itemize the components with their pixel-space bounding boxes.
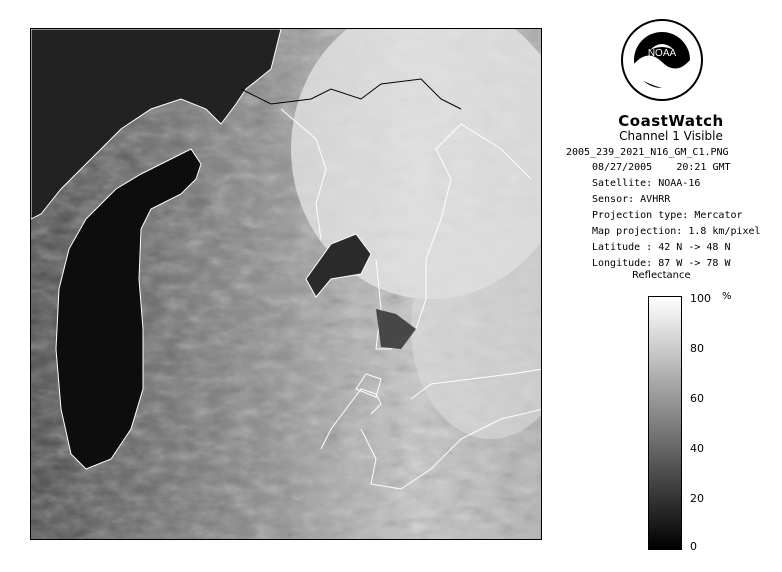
map-projection-label: Map projection: 1.8 km/pixel [592, 226, 761, 237]
brand-title: CoastWatch [618, 112, 724, 130]
tick-label-100: 100 [690, 292, 711, 305]
tick-label-20: 20 [690, 492, 704, 505]
tick-label-0: 0 [690, 540, 697, 553]
logo-text: NOAA [647, 48, 677, 59]
filename-label: 2005_239_2021_N16_GM_C1.PNG [566, 147, 729, 158]
date-label: 08/27/2005 [592, 162, 653, 173]
tick-label-60: 60 [690, 392, 704, 405]
legend-unit: % [722, 291, 732, 302]
sensor-label: Sensor: AVHRR [592, 194, 671, 205]
channel-title: Channel 1 Visible [619, 129, 723, 143]
projection-type-label: Projection type: Mercator [592, 210, 743, 221]
time-label: 20:21 GMT [676, 162, 731, 173]
reflectance-colorbar [648, 296, 682, 550]
latitude-label: Latitude : 42 N -> 48 N [592, 242, 731, 253]
satellite-image[interactable] [30, 28, 542, 540]
date-time-row [592, 160, 782, 175]
map-svg [31, 29, 542, 540]
noaa-seal-icon [620, 18, 704, 102]
legend-title: Reflectance [632, 270, 691, 281]
tick-label-40: 40 [690, 442, 704, 455]
tick-label-80: 80 [690, 342, 704, 355]
satellite-label: Satellite: NOAA-16 [592, 178, 701, 189]
longitude-label: Longitude: 87 W -> 78 W [592, 258, 731, 269]
